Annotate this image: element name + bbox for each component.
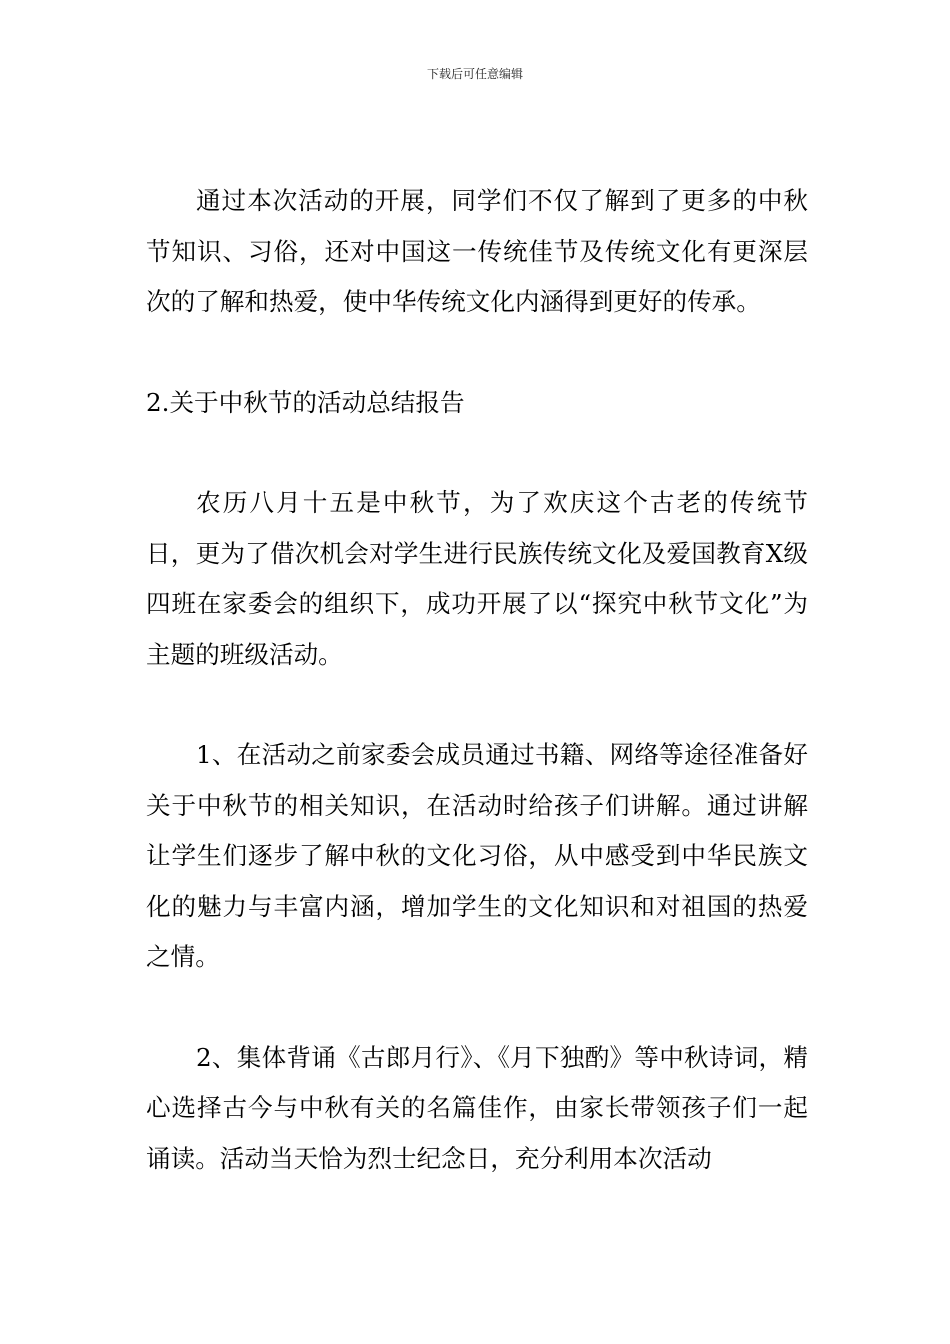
- document-body: [146, 176, 808, 1184]
- section-heading: 2.关于中秋节的活动总结报告: [146, 387, 465, 417]
- paragraph-item-1: 1、在活动之前家委会成员通过书籍、网络等途径准备好关于中秋节的相关知识，在活动时给孩子们讲解。通过讲解让学生们逐步了解中秋的文化习俗，从中感受到中华民族文化的魅力与丰富内涵，增加学生的文化知识和对祖国的热爱之情。: [146, 740, 808, 971]
- paragraph-item-2: 2、集体背诵《古郎月行》、《月下独酌》等中秋诗词，精心选择古今与中秋有关的名篇佳作，由家长带领孩子们一起诵读。活动当天恰为烈士纪念日，充分利用本次活动: [146, 1042, 808, 1173]
- page-header: 下载后可任意编辑: [426, 67, 523, 81]
- paragraph-conclusion: 通过本次活动的开展，同学们不仅了解到了更多的中秋节知识、习俗，还对中国这一传统佳节及传统文化有更深层次的了解和热爱，使中华传统文化内涵得到更好的传承。: [146, 186, 808, 316]
- paragraph-intro: 农历八月十五是中秋节，为了欢庆这个古老的传统节日，更为了借次机会对学生进行民族传统文化及爱国教育X级四班在家委会的组织下，成功开展了以“探究中秋节文化”为主题的班级活动。: [146, 488, 808, 669]
